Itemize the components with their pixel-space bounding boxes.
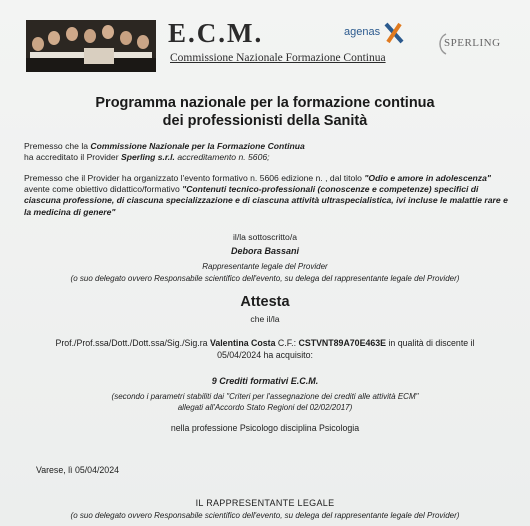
program-title xyxy=(0,94,530,130)
profession-line: nella professione Psicologo disciplina Psicologia xyxy=(170,423,360,433)
certificate-header xyxy=(0,0,530,80)
participant-name: Valentina Costa xyxy=(209,338,276,348)
commission-name: Commissione Nazionale per la Formazione Continua xyxy=(90,141,305,151)
participant-date-line: 05/04/2024 ha acquisito: xyxy=(217,350,313,360)
ecm-subtitle: Commissione Nazionale Formazione Continua xyxy=(170,52,386,64)
legal-representative-note: (o suo delegato ovvero Responsabile scientifico dell'evento, su delega del rappresentante legale del Provider) xyxy=(70,511,460,520)
che-text: che il/la xyxy=(250,314,280,324)
header-painting-image xyxy=(26,20,156,72)
criteria-line1: (secondo i parametri stabiliti dai "Criteri per l'assegnazione dei crediti alle attività ECM" xyxy=(111,392,419,401)
accreditation-paragraph: Premesso che la Commissione Nazionale per la Formazione Continua ha accreditato il Provider Sperling s.r.l. accreditamento n. 5606; xyxy=(24,141,305,163)
agenas-logo-text: agenas xyxy=(344,26,381,38)
place-date: Varese, lì 05/04/2024 xyxy=(36,465,119,475)
signer-role: Rappresentante legale del Provider xyxy=(202,262,328,271)
event-paragraph: Premesso che il Provider ha organizzato l'evento formativo n. 5606 edizione n. , dal titolo "Odio e amore in adolescenza" avente come obiettivo didattico/formativo "Contenuti tecnico-professionali (conoscenze e competenze) specifici di ciascuna professione, di ciascuna specializzazione e di ciascuna attività ultraspecialistica, ivi incluse le malattie rare e la medicina di genere" xyxy=(24,173,508,217)
event-title: "Odio e amore in adolescenza" xyxy=(364,173,491,183)
program-title-line1: Programma nazionale per la formazione continua xyxy=(95,95,435,111)
attesta-heading: Attesta xyxy=(240,294,290,310)
participant-line: Prof./Prof.ssa/Dott./Dott.ssa/Sig./Sig.ra Valentina Costa C.F.: CSTVNT89A70E463E in qualità di discente il xyxy=(55,338,475,348)
legal-representative-label: IL RAPPRESENTANTE LEGALE xyxy=(195,498,335,508)
ecm-title: E.C.M. xyxy=(168,18,264,48)
sperling-logo xyxy=(436,30,508,58)
criteria-line2: allegati all'Accordo Stato Regioni del 02/02/2017) xyxy=(177,403,353,412)
accreditation-number: accreditamento n. 5606; xyxy=(174,152,270,163)
program-title-line2: dei professionisti della Sanità xyxy=(162,113,368,129)
signer-delegate-note: (o suo delegato ovvero Responsabile scientifico dell'evento, su delega del rappresentante legale del Provider) xyxy=(70,274,460,283)
agenas-mark-icon xyxy=(384,22,404,44)
event-objective: "Contenuti tecnico-professionali (conoscenze e competenze) specifici di ciascuna professione, di ciascuna specializzazione e di ciascuna attività ultraspecialistica, ivi incluse le malattie rare e la medicina di genere" xyxy=(24,184,508,217)
sperling-logo-text: SPERLING xyxy=(444,37,501,49)
credits-awarded: 9 Crediti formativi E.C.M. xyxy=(211,376,319,386)
signer-intro: il/la sottoscritto/a xyxy=(233,232,297,242)
participant-fiscal-code: CSTVNT89A70E463E xyxy=(298,338,386,348)
signer-name: Debora Bassani xyxy=(230,246,300,256)
provider-name: Sperling s.r.l. xyxy=(120,152,175,163)
agenas-logo xyxy=(344,22,404,50)
